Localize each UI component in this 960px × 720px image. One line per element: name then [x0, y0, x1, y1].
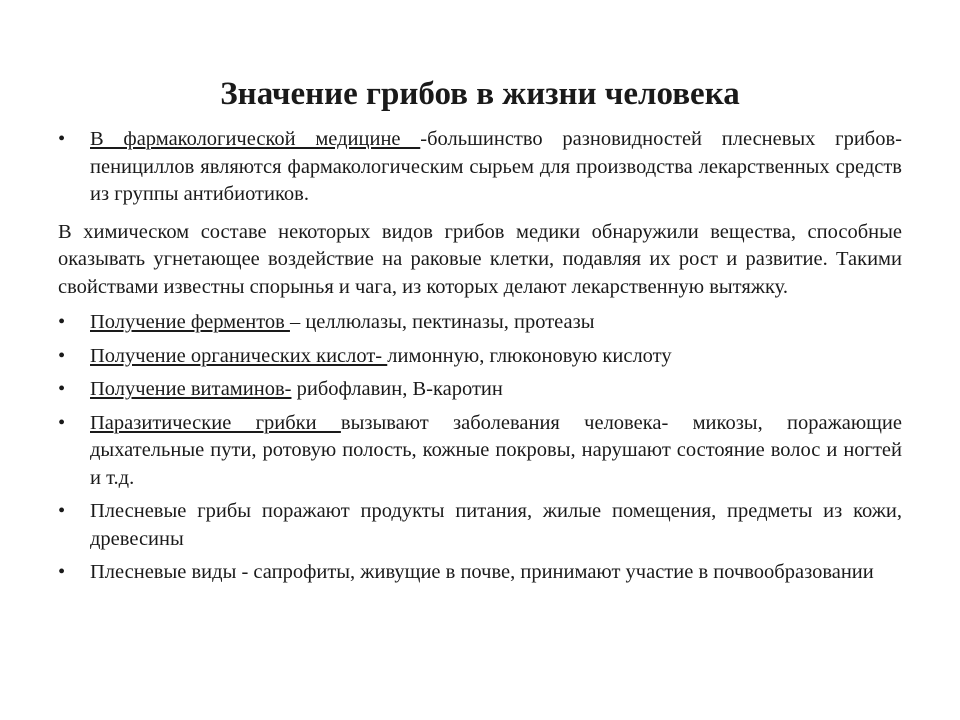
bullet-lead: В фармакологической медицине	[90, 128, 421, 150]
bullet-icon: •	[58, 561, 66, 583]
bullet-item-enzymes	[58, 309, 902, 337]
paragraph-cancer: В химическом составе некоторых видов грибов медики обнаружили вещества, способные оказывать угнетающее воздействие на раковые клетки, подавляя их рост и развитие. Такими свойствами известны спорынья и чага, из которых делают лекарственную вытяжку.	[58, 220, 902, 298]
bullet-text: лимонную, глюконовую кислоту	[387, 344, 672, 367]
bullet-text: – целлюлазы, пектиназы, протеазы	[289, 311, 595, 333]
bullet-lead: Паразитические грибки	[90, 411, 341, 434]
bullet-lead: Получение ферментов	[90, 311, 290, 333]
bullet-text: вызывают заболевания человека- микозы, поражающие дыхательные пути, ротовую полость, кожные покровы, нарушают состояние волос и ногтей и т.д.	[90, 411, 902, 489]
bullet-item-saprophytes	[58, 559, 902, 587]
bullet-icon: •	[58, 500, 66, 522]
bullet-text: Плесневые виды - сапрофиты, живущие в почве, принимают участие в почвообразовании	[90, 561, 874, 583]
bullet-icon: •	[58, 411, 66, 434]
bullet-text: Плесневые грибы поражают продукты питания, жилые помещения, предметы из кожи, древесины	[90, 500, 902, 550]
bullet-item-mold-damage	[58, 498, 902, 553]
bullet-item-parasitic	[58, 410, 902, 493]
bullet-text: рибофлавин, В-каротин	[291, 378, 503, 400]
bullet-icon: •	[58, 378, 66, 400]
bullet-icon: •	[58, 344, 66, 367]
bullet-icon: •	[58, 311, 66, 333]
bullet-lead: Получение органических кислот-	[90, 344, 388, 367]
bullet-text: -большинство разновидностей плесневых грибов-пенициллов являются фармакологическим сырьем для производства лекарственных средств из группы антибиотиков.	[90, 128, 902, 205]
bullet-item-vitamins	[58, 376, 902, 404]
bullet-icon: •	[58, 128, 66, 150]
slide-title: Значение грибов в жизни человека	[220, 76, 740, 112]
bullet-item-pharmacology	[58, 126, 902, 209]
bullet-item-acids	[58, 343, 902, 371]
bullet-lead: Получение витаминов-	[90, 378, 292, 400]
slide-content	[58, 126, 902, 593]
